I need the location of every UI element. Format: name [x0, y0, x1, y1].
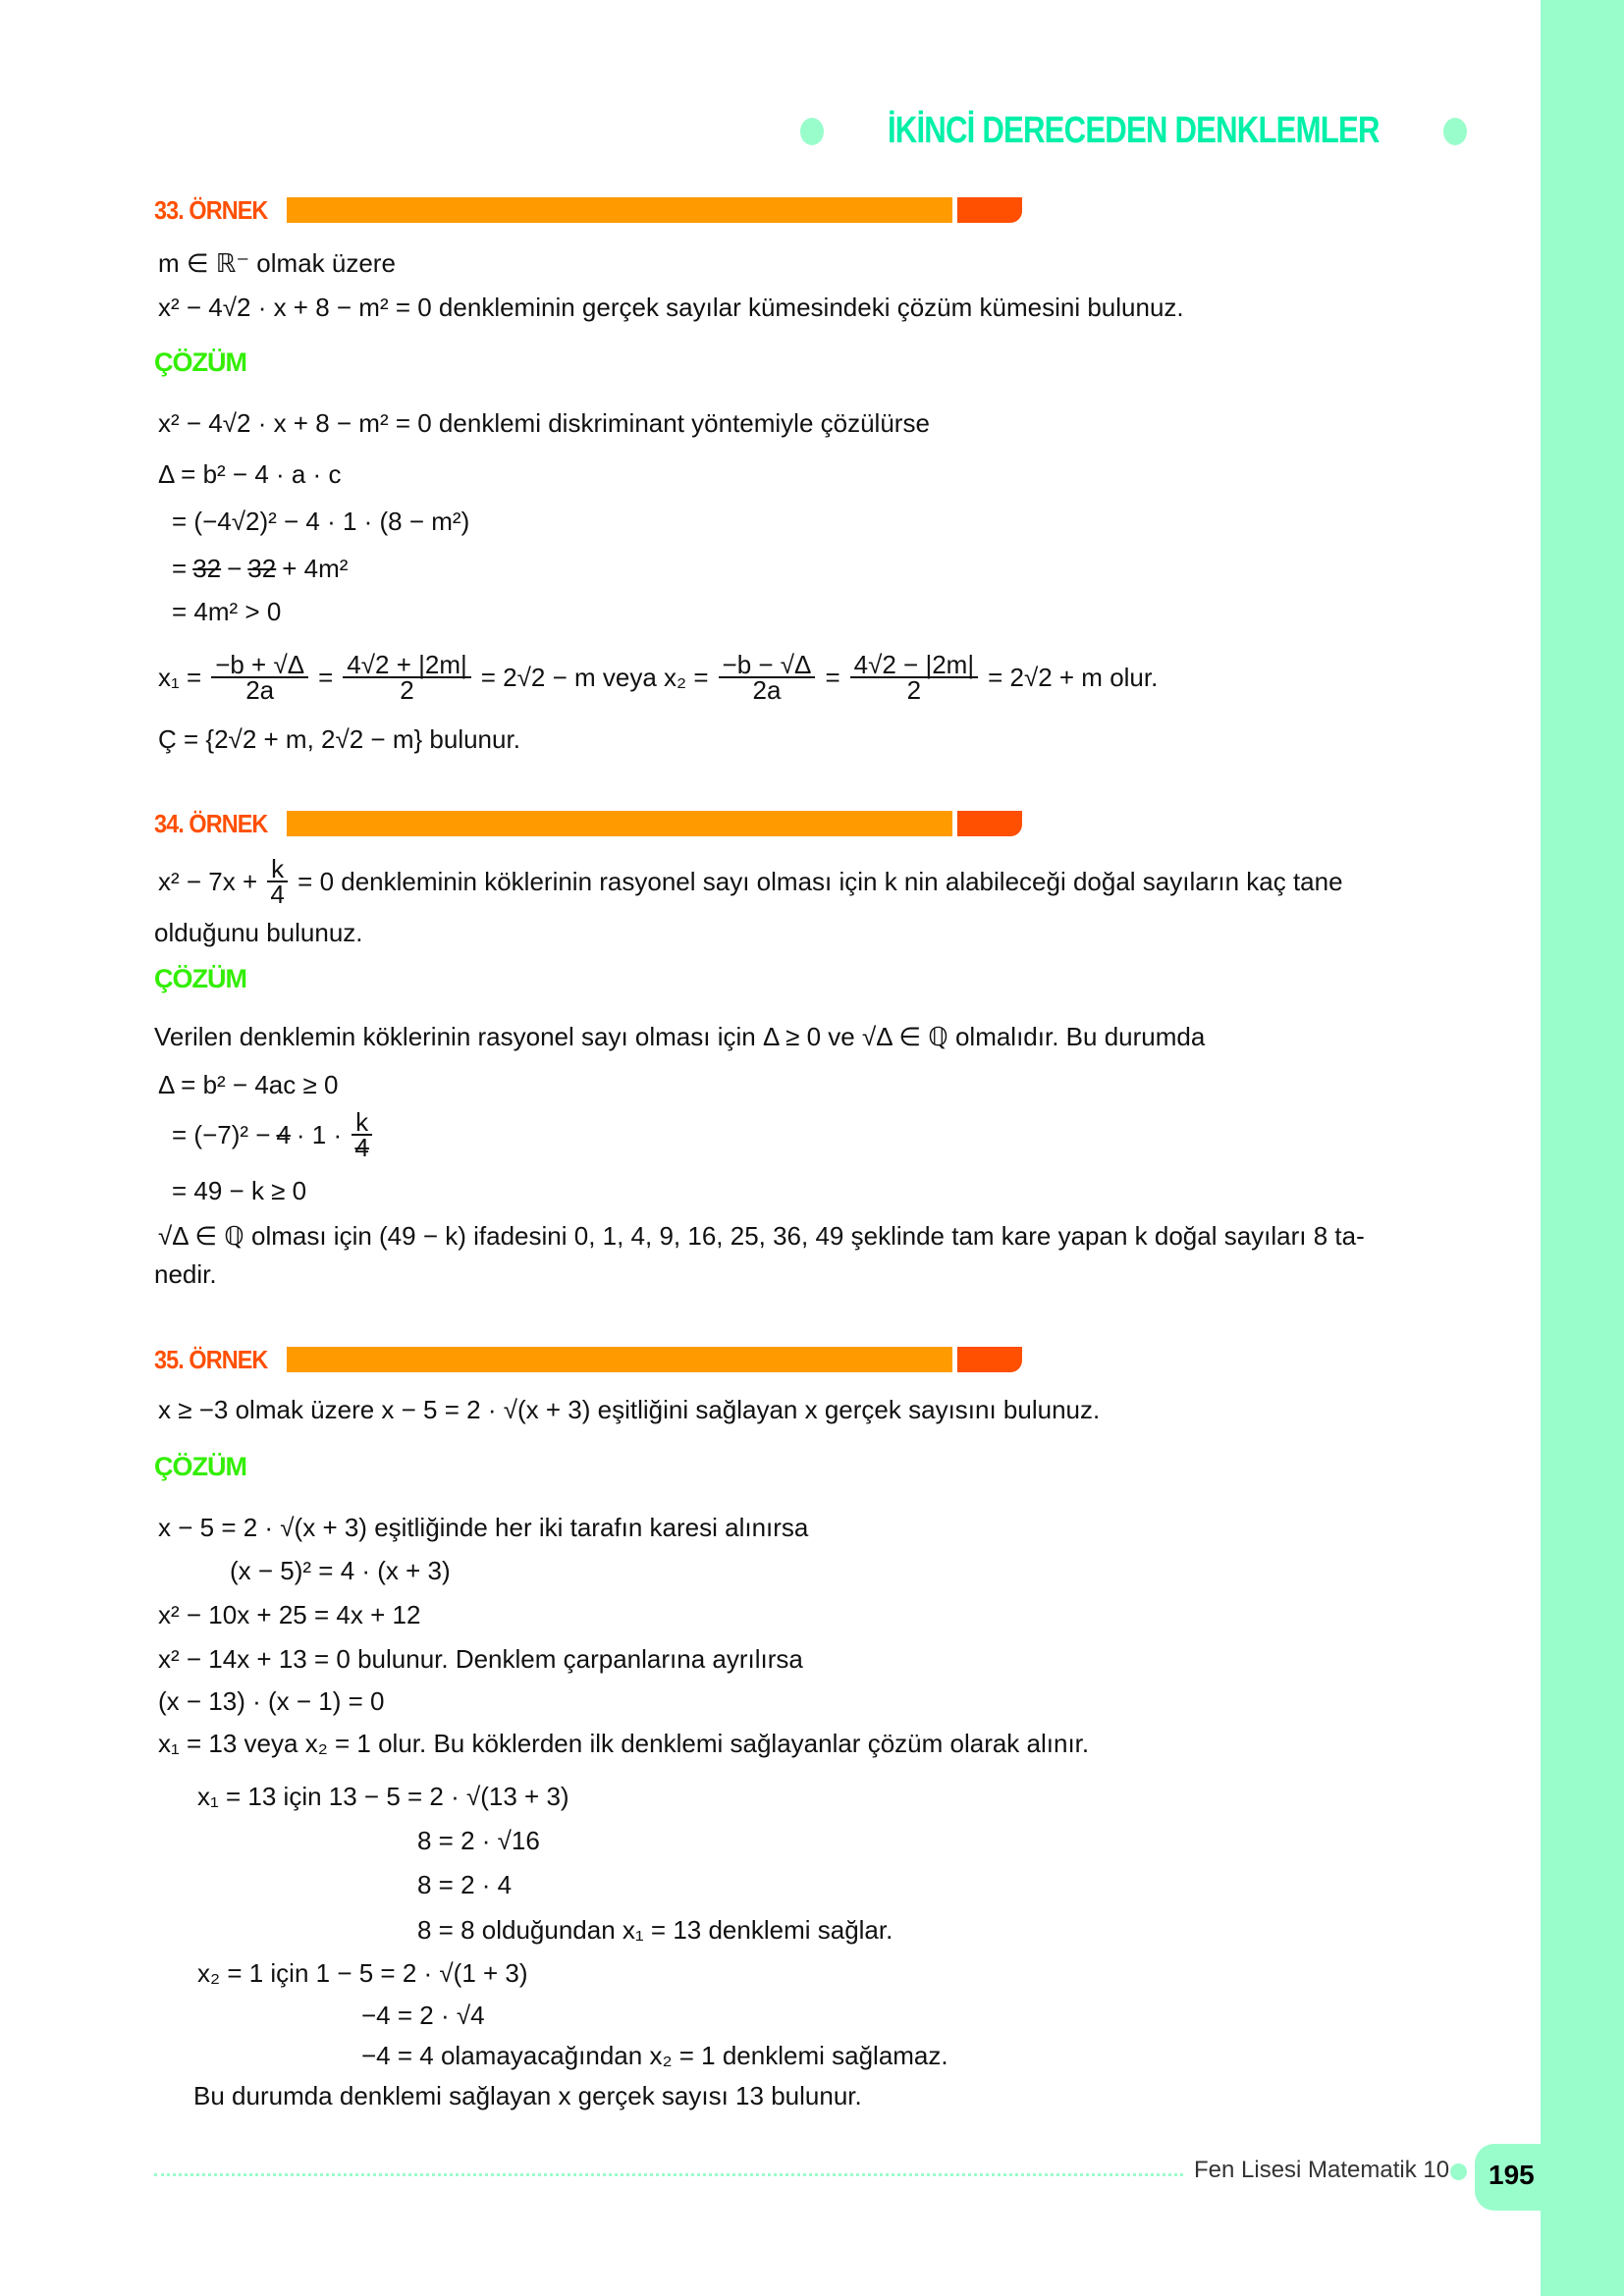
denominator: 2: [906, 675, 922, 705]
denominator: 2a: [752, 675, 782, 705]
denominator: 2: [400, 675, 414, 705]
struck-term: 4: [276, 1120, 291, 1149]
solution-line: = 49 − k ≥ 0: [172, 1176, 307, 1205]
fraction: [719, 650, 816, 705]
banner-tab: [957, 197, 1022, 223]
dot-icon: [1443, 118, 1467, 145]
solution-line: Bu durumda denklemi sağlayan x gerçek sayısı 13 bulunur.: [193, 2081, 862, 2110]
solution-label: ÇÖZÜM: [154, 347, 246, 377]
solution-line: x² − 10x + 25 = 4x + 12: [158, 1600, 421, 1629]
dot-icon: [1450, 2163, 1467, 2180]
example-33-banner: [154, 195, 1028, 225]
solution-line: x₁ = 13 veya x₂ = 1 olur. Bu köklerden ilk denklemi sağlayanlar çözüm olarak alınır.: [158, 1729, 1090, 1758]
text: =: [172, 554, 188, 583]
text: = 2√2 + m olur.: [988, 663, 1159, 692]
solution-line: 8 = 2 · 4: [417, 1870, 513, 1899]
chapter-header: [800, 110, 1467, 152]
solution-line: −4 = 2 · √4: [361, 2001, 485, 2030]
numerator: 4√2 + |2m|: [343, 653, 470, 678]
text: = 0 denkleminin köklerinin rasyonel sayı olması için k nin alabileceği doğal sayıların kaç tane: [298, 867, 1343, 896]
side-strip: [1541, 0, 1624, 2296]
solution-line: x − 5 = 2 · √(x + 3) eşitliğinde her iki tarafın karesi alınırsa: [158, 1513, 809, 1542]
text: = (−7)² −: [172, 1120, 271, 1149]
solution-line: x₂ = 1 için 1 − 5 = 2 · √(1 + 3): [197, 1958, 528, 1988]
example-label: 34. ÖRNEK: [154, 809, 268, 838]
text: = 2√2 − m veya x₂ =: [480, 663, 709, 692]
solution-line: (x − 13) · (x − 1) = 0: [158, 1686, 385, 1716]
solution-line: 8 = 8 olduğundan x₁ = 13 denklemi sağlar.: [417, 1915, 893, 1945]
denominator: 2a: [245, 675, 275, 705]
denominator: 4: [270, 880, 285, 909]
solution-line: Δ = b² − 4ac ≥ 0: [158, 1070, 339, 1099]
question-line: x² − 4√2 · x + 8 − m² = 0 denkleminin gerçek sayılar kümesindeki çözüm kümesini bulunuz.: [158, 293, 1184, 322]
chapter-title: İKİNCİ DERECEDEN DENKLEMLER: [888, 110, 1380, 151]
text: =: [318, 663, 334, 692]
solution-line: = (−4√2)² − 4 · 1 · (8 − m²): [172, 507, 470, 536]
solution-line: Verilen denklemin köklerinin rasyonel sayı olması için Δ ≥ 0 ve √Δ ∈ ℚ olmalıdır. Bu durumda: [154, 1022, 1206, 1051]
example-34-banner: [154, 809, 1028, 838]
question-line: [158, 854, 1343, 909]
solution-line: Ç = {2√2 + m, 2√2 − m} bulunur.: [158, 724, 520, 754]
example-35-banner: [154, 1345, 1028, 1374]
solution-line: [172, 552, 348, 585]
struck-term: 32: [247, 554, 277, 583]
page-number: 195: [1489, 2160, 1535, 2190]
question-line: x ≥ −3 olmak üzere x − 5 = 2 · √(x + 3) eşitliğini sağlayan x gerçek sayısını bulunuz.: [158, 1395, 1101, 1424]
denominator: 4: [354, 1133, 369, 1162]
solution-line: −4 = 4 olamayacağından x₂ = 1 denklemi sağlamaz.: [361, 2041, 948, 2070]
numerator: −b + √Δ: [211, 653, 308, 678]
banner-bar: [287, 811, 952, 836]
question-line: olduğunu bulunuz.: [154, 918, 363, 947]
example-label: 33. ÖRNEK: [154, 195, 268, 225]
solution-line: x₁ = 13 için 13 − 5 = 2 · √(13 + 3): [197, 1782, 569, 1811]
roots-line: [158, 650, 1159, 705]
example-label: 35. ÖRNEK: [154, 1345, 268, 1374]
fraction: [267, 854, 288, 909]
solution-label: ÇÖZÜM: [154, 1452, 246, 1481]
numerator: k: [267, 857, 288, 882]
dot-icon: [800, 118, 824, 145]
fraction: [211, 650, 308, 705]
solution-line: √Δ ∈ ℚ olması için (49 − k) ifadesini 0, 1, 4, 9, 16, 25, 36, 49 şeklinde tam kare yapan k doğal sayıları 8 ta-: [158, 1221, 1365, 1251]
solution-line: = 4m² > 0: [172, 597, 282, 626]
struck-term: 32: [192, 554, 222, 583]
banner-bar: [287, 197, 952, 223]
text: =: [825, 663, 840, 692]
solution-line: [172, 1107, 376, 1162]
fraction: [352, 1107, 372, 1162]
numerator: 4√2 − |2m|: [850, 653, 978, 678]
solution-label: ÇÖZÜM: [154, 964, 246, 993]
text: −: [227, 554, 243, 583]
solution-line: (x − 5)² = 4 · (x + 3): [230, 1556, 451, 1585]
solution-line: Δ = b² − 4 · a · c: [158, 459, 342, 489]
banner-tab: [957, 1347, 1022, 1372]
question-line: m ∈ ℝ⁻ olmak üzere: [158, 248, 396, 278]
solution-line: x² − 14x + 13 = 0 bulunur. Denklem çarpanlarına ayrılırsa: [158, 1644, 803, 1674]
text: · 1 ·: [296, 1120, 343, 1149]
solution-line: x² − 4√2 · x + 8 − m² = 0 denklemi diskriminant yöntemiyle çözülürse: [158, 408, 930, 438]
footer-dotted-rule: [154, 2173, 1183, 2176]
numerator: k: [352, 1110, 372, 1136]
book-title: Fen Lisesi Matematik 10: [1194, 2157, 1450, 2183]
banner-bar: [287, 1347, 952, 1372]
numerator: −b − √Δ: [719, 653, 816, 678]
text: x₁ =: [158, 663, 202, 692]
fraction: [850, 650, 978, 705]
banner-tab: [957, 811, 1022, 836]
fraction: [343, 650, 470, 705]
text: + 4m²: [282, 554, 349, 583]
solution-line: nedir.: [154, 1259, 217, 1289]
solution-line: 8 = 2 · √16: [417, 1826, 540, 1855]
text: x² − 7x +: [158, 867, 258, 896]
